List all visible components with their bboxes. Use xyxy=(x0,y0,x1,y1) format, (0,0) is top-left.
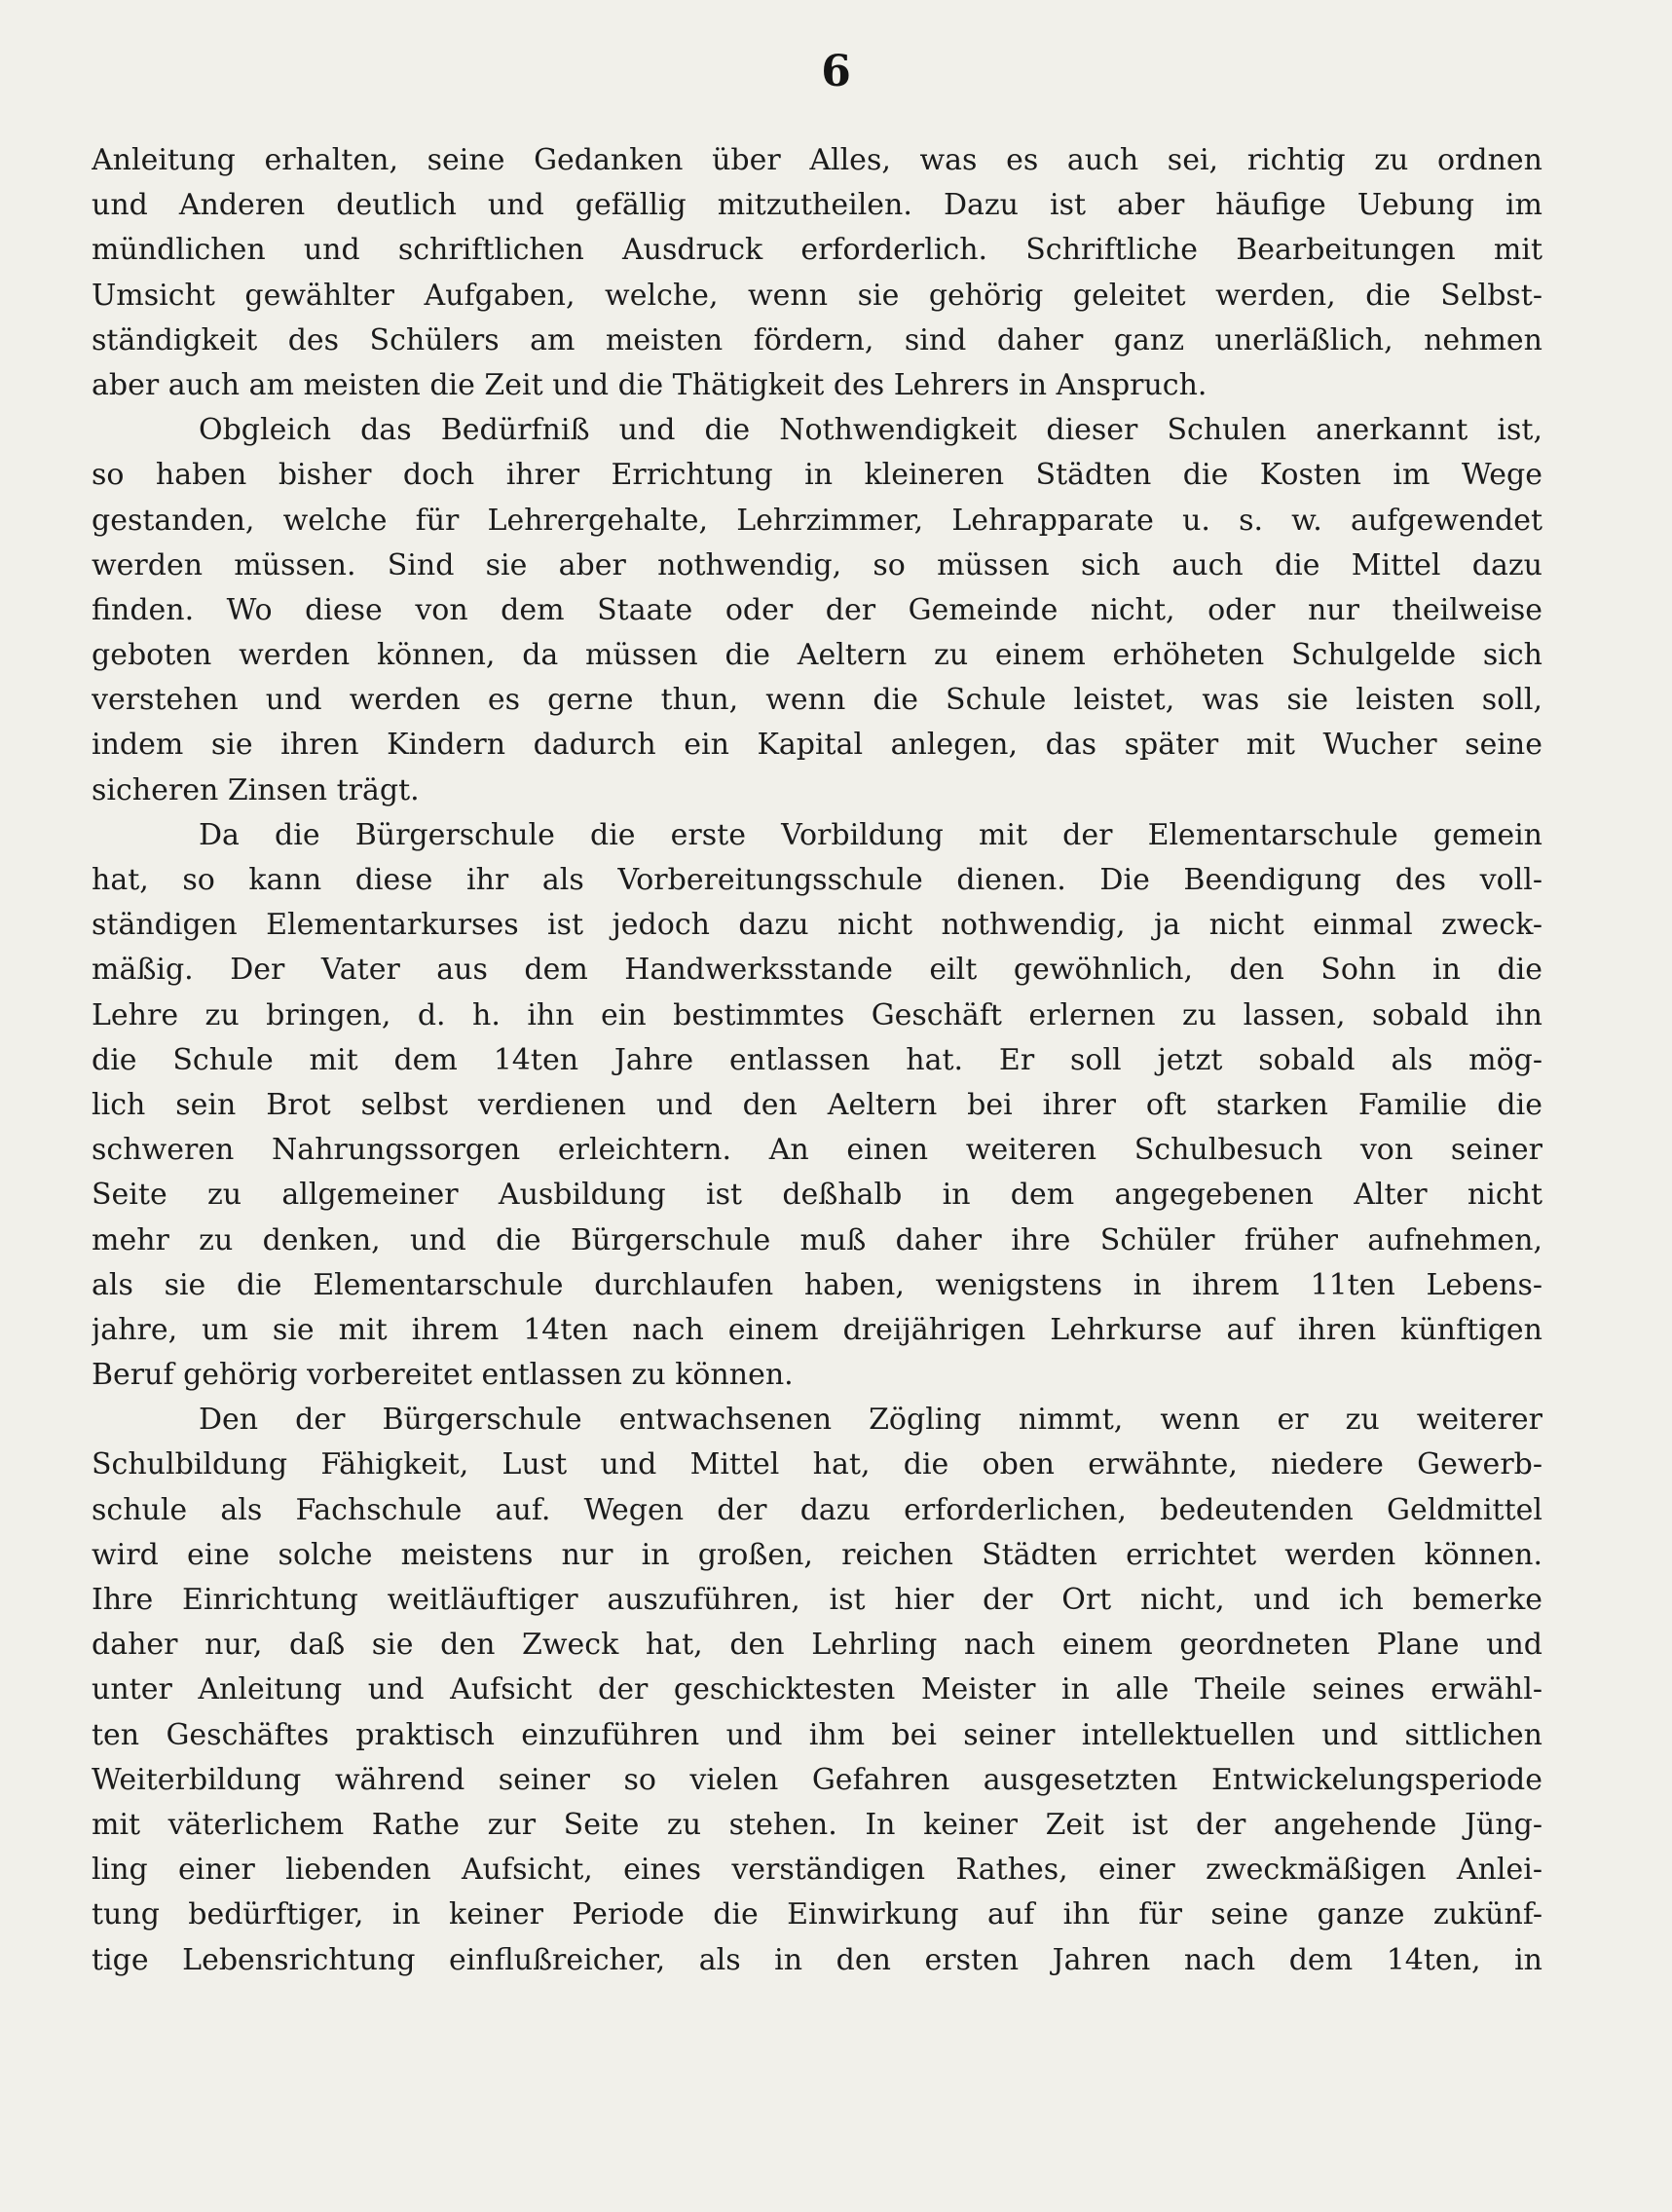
text-line: indem sie ihren Kindern dadurch ein Kapital anlegen, das später mit Wucher seine xyxy=(92,728,1542,763)
text-line: so haben bisher doch ihrer Errichtung in kleineren Städten die Kosten im Wege xyxy=(92,458,1542,493)
paragraph-3 xyxy=(92,813,1542,1398)
text-line: mündlichen und schriftlichen Ausdruck erforderlich. Schriftliche Bearbeitungen mit xyxy=(92,233,1542,268)
text-line: schule als Fachschule auf. Wegen der dazu erforderlichen, bedeutenden Geldmittel xyxy=(92,1492,1542,1527)
paragraph-4 xyxy=(92,1398,1542,1982)
text-line: jahre, um sie mit ihrem 14ten nach einem dreijährigen Lehrkurse auf ihren künftigen xyxy=(92,1312,1542,1347)
paragraph-1 xyxy=(92,138,1542,408)
text-line: werden müssen. Sind sie aber nothwendig, so müssen sich auch die Mittel dazu xyxy=(92,547,1542,582)
text-line: daher nur, daß sie den Zweck hat, den Lehrling nach einem geordneten Plane und xyxy=(92,1628,1542,1663)
text-line: Anleitung erhalten, seine Gedanken über Alles, was es auch sei, richtig zu ordnen xyxy=(92,143,1542,177)
text-line: verstehen und werden es gerne thun, wenn die Schule leistet, was sie leisten soll, xyxy=(92,683,1542,718)
text-line: Schulbildung Fähigkeit, Lust und Mittel hat, die oben erwähnte, niedere Gewerb- xyxy=(92,1447,1542,1482)
paragraph-2 xyxy=(92,408,1542,813)
text-line: Beruf gehörig vorbereitet entlassen zu können. xyxy=(92,1358,794,1393)
text-line: hat, so kann diese ihr als Vorbereitungsschule dienen. Die Beendigung des voll- xyxy=(92,863,1542,897)
text-line: Lehre zu bringen, d. h. ihn ein bestimmtes Geschäft erlernen zu lassen, sobald ihn xyxy=(92,997,1542,1032)
text-line: lich sein Brot selbst verdienen und den Aeltern bei ihrer oft starken Familie die xyxy=(92,1087,1542,1122)
text-line: ten Geschäftes praktisch einzuführen und ihm bei seiner intellektuellen und sittlichen xyxy=(92,1717,1542,1752)
text-line: wird eine solche meistens nur in großen, reichen Städten errichtet werden können. xyxy=(92,1537,1542,1572)
text-line: Den der Bürgerschule entwachsenen Zögling nimmt, wenn er zu weiterer xyxy=(199,1403,1542,1438)
text-line: und Anderen deutlich und gefällig mitzutheilen. Dazu ist aber häufige Uebung im xyxy=(92,188,1542,223)
text-line: tung bedürftiger, in keiner Periode die Einwirkung auf ihn für seine ganze zukünf- xyxy=(92,1897,1542,1932)
text-line: Obgleich das Bedürfniß und die Nothwendigkeit dieser Schulen anerkannt ist, xyxy=(199,413,1542,448)
text-line: mit väterlichem Rathe zur Seite zu stehen. In keiner Zeit ist der angehende Jüng- xyxy=(92,1807,1542,1842)
text-line: Da die Bürgerschule die erste Vorbildung mit der Elementarschule gemein xyxy=(199,817,1542,852)
text-line: Ihre Einrichtung weitläuftiger auszuführen, ist hier der Ort nicht, und ich bemerke xyxy=(92,1583,1542,1617)
text-line: mehr zu denken, und die Bürgerschule muß daher ihre Schüler früher aufnehmen, xyxy=(92,1222,1542,1257)
text-line: Umsicht gewählter Aufgaben, welche, wenn sie gehörig geleitet werden, die Selbst- xyxy=(92,278,1542,313)
page-number: 6 xyxy=(821,47,851,96)
text-line: tige Lebensrichtung einflußreicher, als in den ersten Jahren nach dem 14ten, in xyxy=(92,1942,1542,1977)
text-line: Seite zu allgemeiner Ausbildung ist deßhalb in dem angegebenen Alter nicht xyxy=(92,1178,1542,1213)
text-line: Weiterbildung während seiner so vielen Gefahren ausgesetzten Entwickelungsperiode xyxy=(92,1762,1542,1797)
text-line: gestanden, welche für Lehrergehalte, Lehrzimmer, Lehrapparate u. s. w. aufgewendet xyxy=(92,503,1542,538)
text-line: ständigen Elementarkurses ist jedoch dazu nicht nothwendig, ja nicht einmal zweck- xyxy=(92,908,1542,943)
text-line: sicheren Zinsen trägt. xyxy=(92,772,420,807)
body-text xyxy=(92,138,1542,1983)
text-line: unter Anleitung und Aufsicht der geschicktesten Meister in alle Theile seines erwähl- xyxy=(92,1672,1542,1707)
text-line: geboten werden können, da müssen die Aeltern zu einem erhöheten Schulgelde sich xyxy=(92,638,1542,673)
text-line: ling einer liebenden Aufsicht, eines verständigen Rathes, einer zweckmäßigen Anlei- xyxy=(92,1853,1542,1888)
text-line: schweren Nahrungssorgen erleichtern. An einen weiteren Schulbesuch von seiner xyxy=(92,1133,1542,1168)
text-line: mäßig. Der Vater aus dem Handwerksstande eilt gewöhnlich, den Sohn in die xyxy=(92,953,1542,988)
text-line: aber auch am meisten die Zeit und die Thätigkeit des Lehrers in Anspruch. xyxy=(92,367,1208,402)
text-line: die Schule mit dem 14ten Jahre entlassen hat. Er soll jetzt sobald als mög- xyxy=(92,1042,1542,1077)
text-line: finden. Wo diese von dem Staate oder der Gemeinde nicht, oder nur theilweise xyxy=(92,592,1542,627)
text-line: ständigkeit des Schülers am meisten fördern, sind daher ganz unerläßlich, nehmen xyxy=(92,322,1542,357)
text-line: als sie die Elementarschule durchlaufen haben, wenigstens in ihrem 11ten Lebens- xyxy=(92,1267,1542,1302)
